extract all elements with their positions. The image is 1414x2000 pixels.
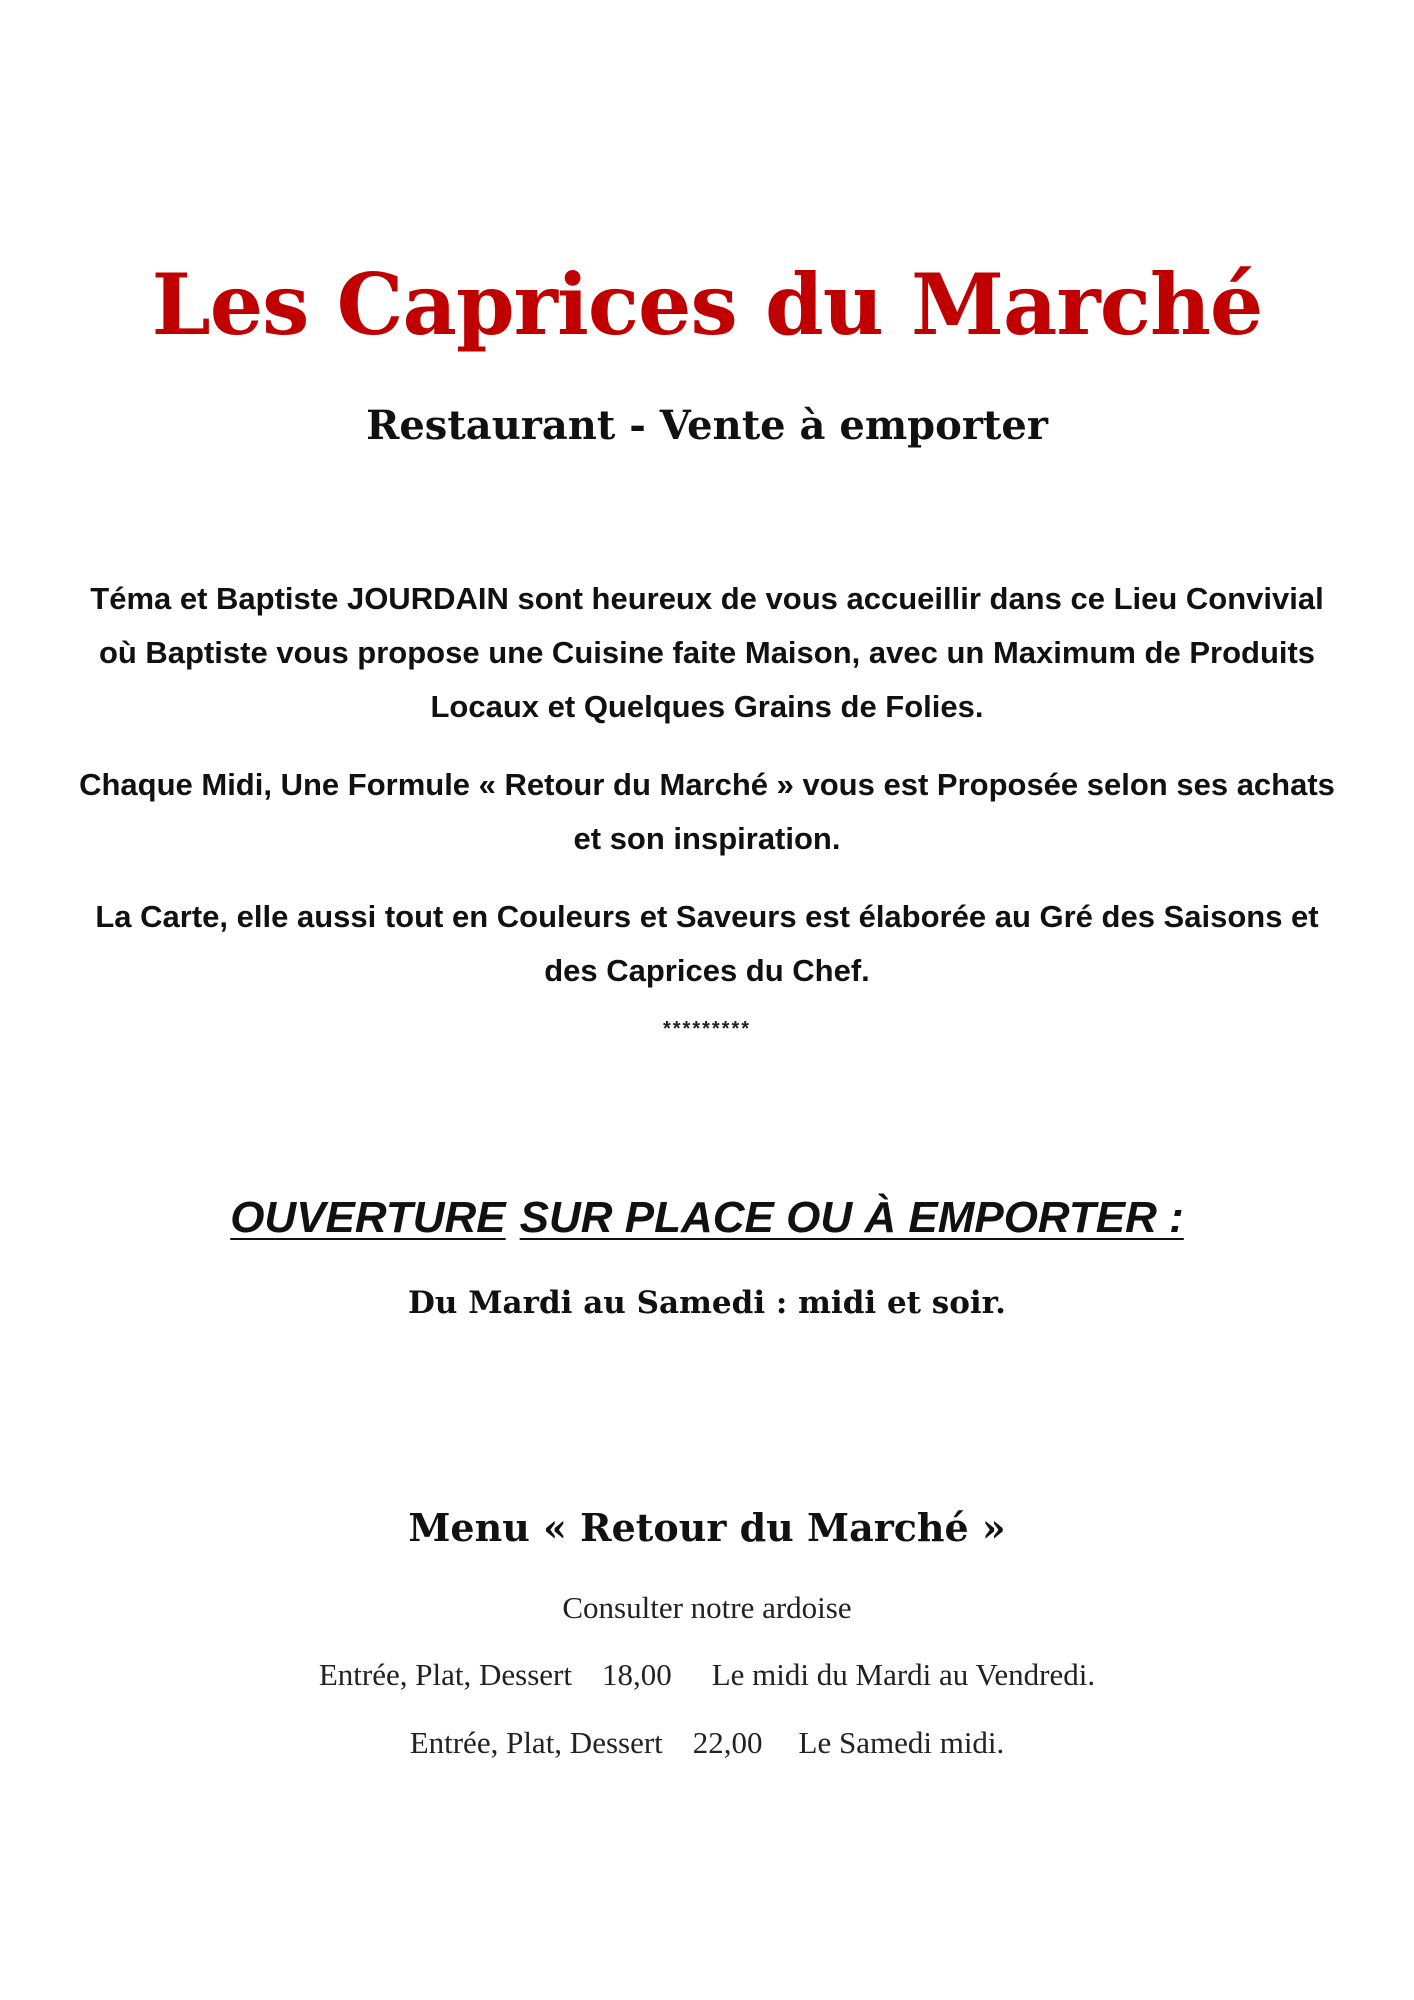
menu-title: Menu « Retour du Marché » (408, 1505, 1006, 1550)
menu-row-schedule: Le Samedi midi. (798, 1725, 1005, 1760)
opening-heading-part2: SUR PLACE OU À EMPORTER : (519, 1193, 1184, 1242)
menu-row-price: 18,00 (601, 1657, 672, 1692)
restaurant-tagline: Restaurant - Vente à emporter (366, 402, 1048, 449)
menu-row-weekday (0, 1653, 1414, 1697)
menu-note: Consulter notre ardoise (562, 1590, 852, 1625)
menu-row-courses: Entrée, Plat, Dessert (409, 1725, 663, 1760)
opening-heading-part1: OUVERTURE (230, 1193, 506, 1242)
intro-paragraph-welcome: Téma et Baptiste JOURDAIN sont heureux de vous accueillir dans ce Lieu Convivial où Baptiste vous propose une Cuisine faite Maison, avec un Maximum de Produits Locaux et Quelques Grains de Folies. (90, 581, 1324, 724)
menu-row-saturday (0, 1721, 1414, 1765)
menu-row-price: 22,00 (692, 1725, 763, 1760)
menu-row-schedule: Le midi du Mardi au Vendredi. (711, 1657, 1096, 1692)
intro-text (70, 572, 1344, 1022)
intro-paragraph-carte: La Carte, elle aussi tout en Couleurs et Saveurs est élaborée au Gré des Saisons et des Caprices du Chef. (95, 899, 1319, 988)
menu-row-courses: Entrée, Plat, Dessert (318, 1657, 572, 1692)
opening-hours: Du Mardi au Samedi : midi et soir. (408, 1285, 1006, 1321)
opening-heading (0, 1188, 1414, 1248)
restaurant-name: Les Caprices du Marché (151, 255, 1263, 354)
intro-paragraph-formula: Chaque Midi, Une Formule « Retour du Marché » vous est Proposée selon ses achats et son inspiration. (79, 767, 1335, 856)
separator-stars: ********* (662, 1018, 752, 1040)
